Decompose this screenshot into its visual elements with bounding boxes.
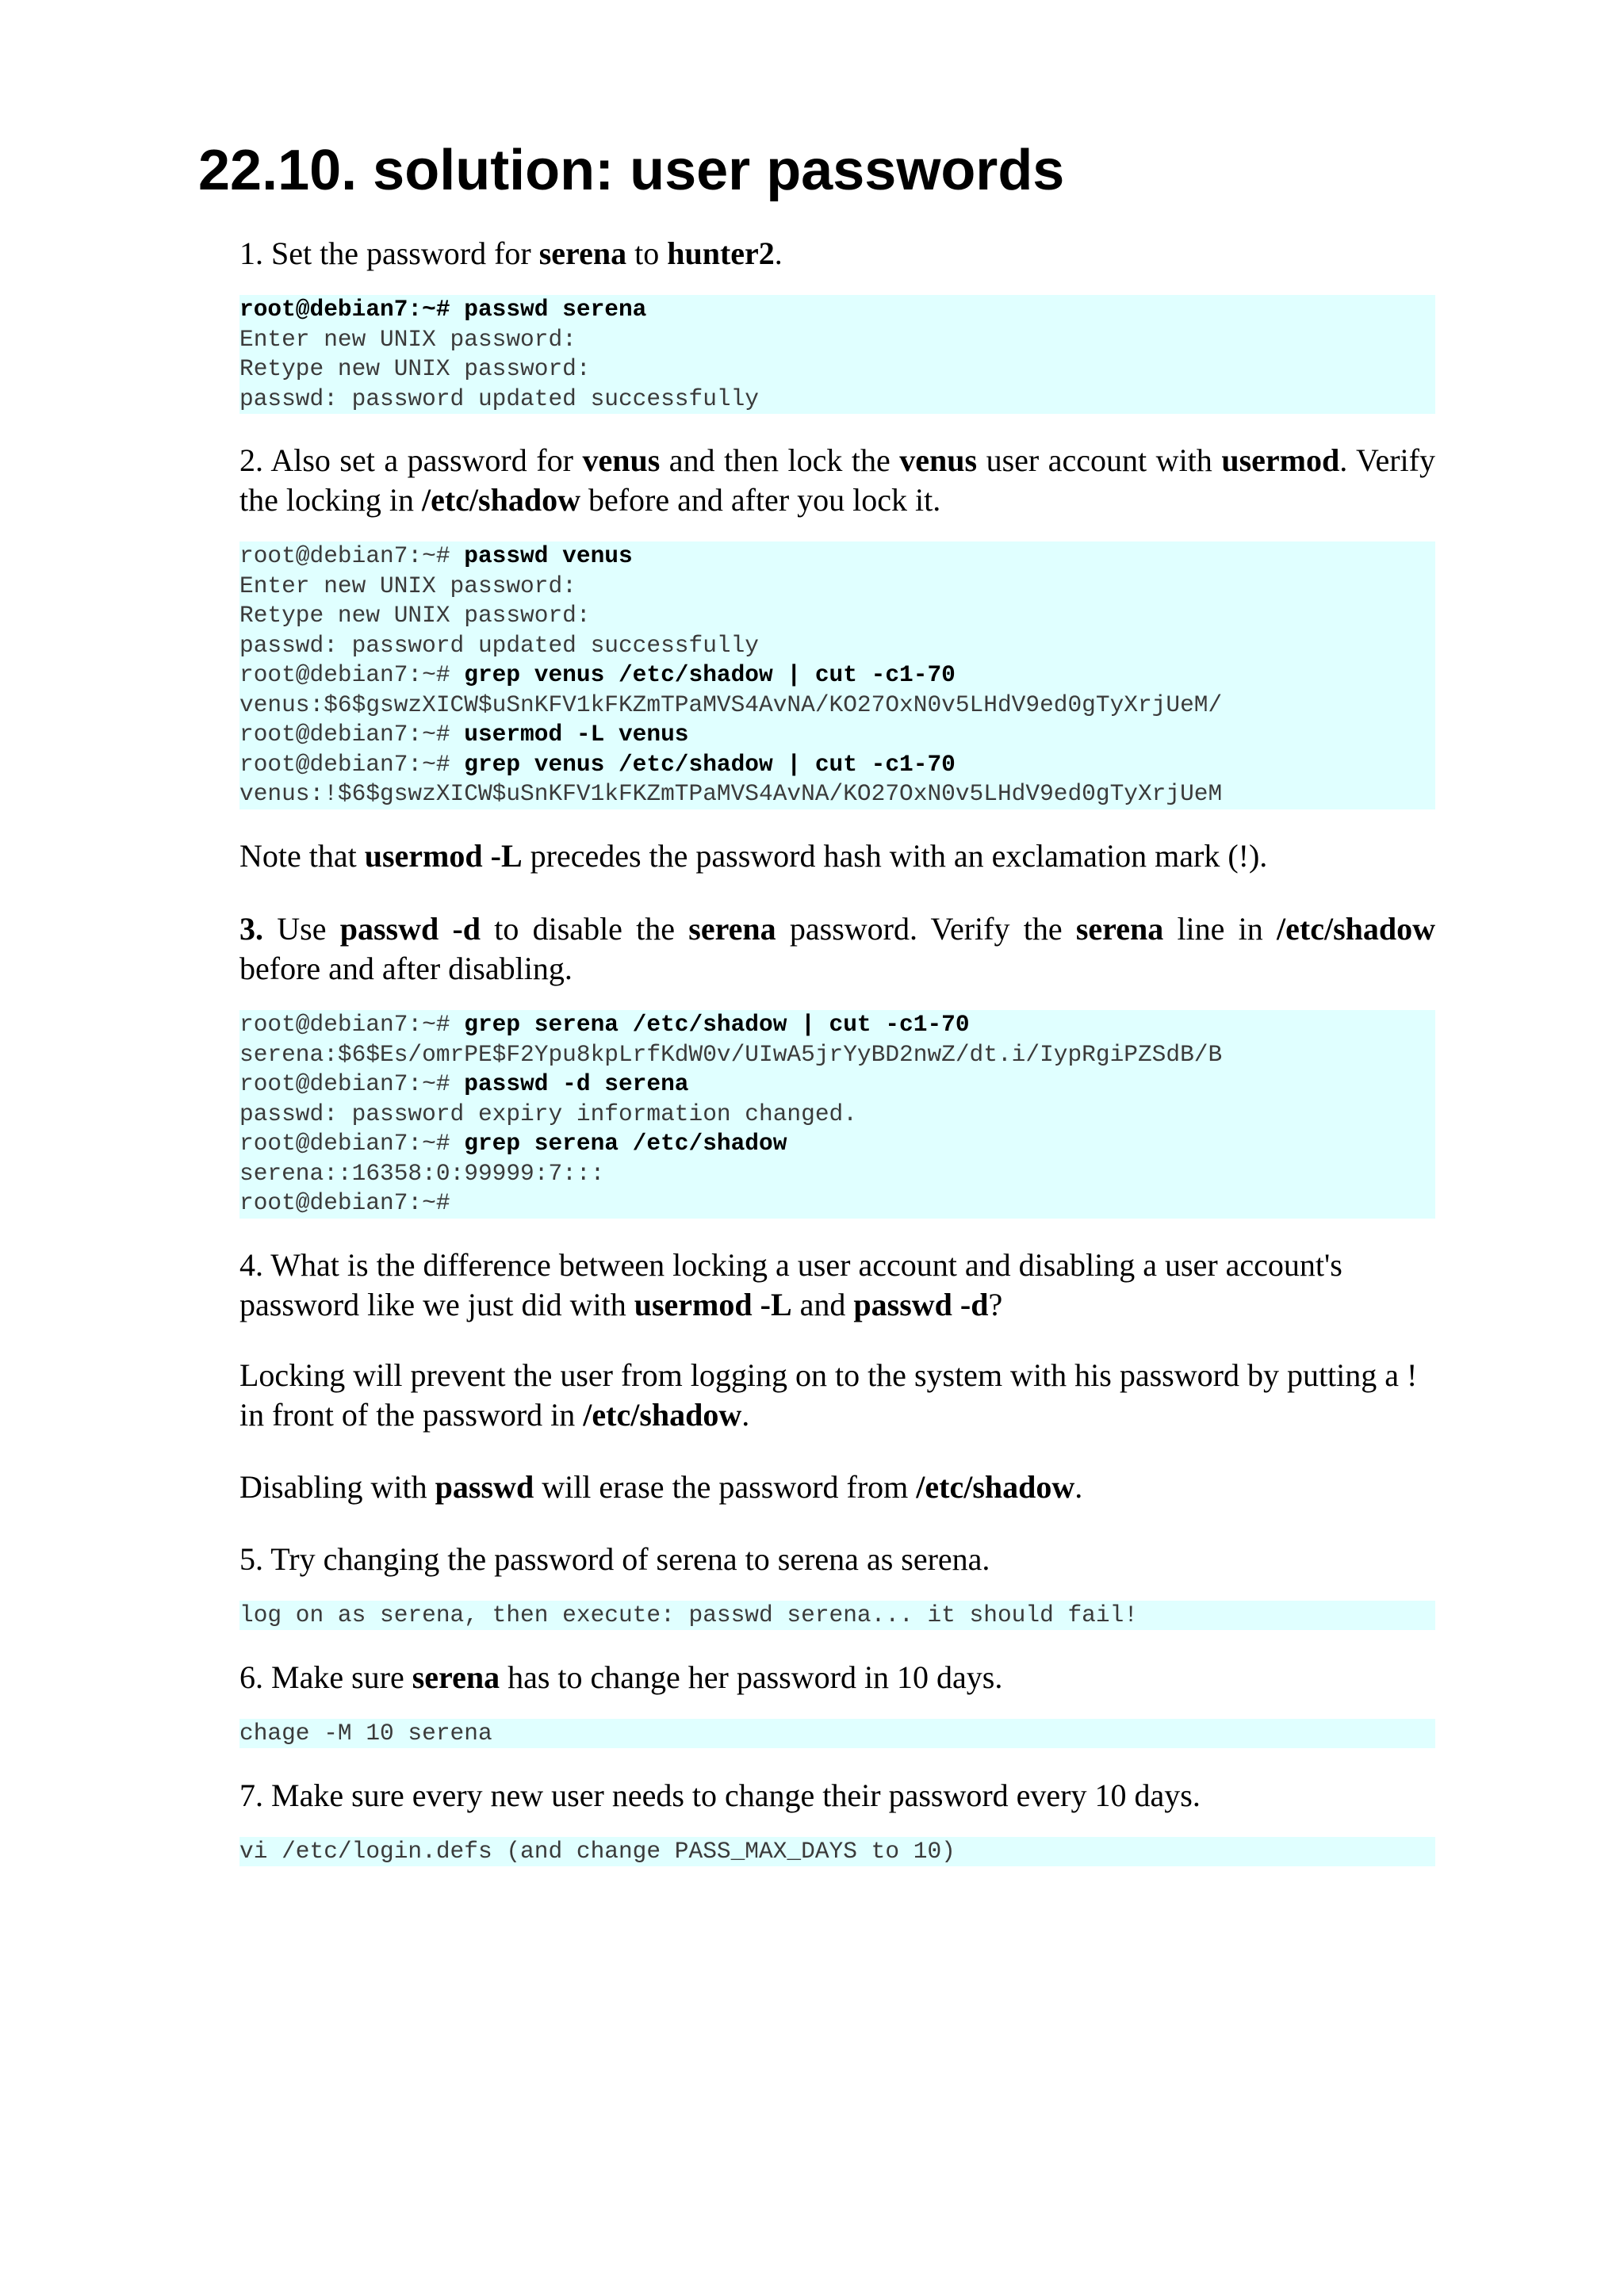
code-line: Enter new UNIX password: (239, 325, 576, 353)
code-block-2 (239, 541, 1435, 809)
text: Note that (239, 838, 365, 874)
code-line: passwd: password updated successfully (239, 385, 760, 412)
question-5 (239, 1540, 1435, 1579)
text: precedes the password hash with an exclamation mark (!). (522, 838, 1268, 874)
bold-text: usermod -L (634, 1287, 792, 1322)
code-line: Retype new UNIX password: (239, 355, 591, 382)
bold-text: 3. (239, 911, 263, 947)
content (239, 234, 1435, 1866)
bold-text: usermod (1221, 442, 1340, 478)
bold-text: serena (538, 235, 627, 271)
bold-text: passwd (435, 1469, 534, 1505)
prompt: root@debian7:~# (239, 542, 465, 569)
code-line (239, 660, 1435, 691)
question-4 (239, 1246, 1435, 1325)
code-block-3 (239, 1010, 1435, 1219)
text: 5. Try changing the password of serena to serena as serena. (239, 1541, 990, 1577)
code-line: passwd: password updated successfully (239, 631, 760, 659)
code-block-5 (239, 1601, 1435, 1630)
text: 1. Set the password for (239, 235, 539, 271)
text: 6. Make sure (239, 1659, 412, 1695)
bold-text: serena (412, 1659, 500, 1695)
bold-text: /etc/shadow (916, 1469, 1075, 1505)
question-6 (239, 1658, 1435, 1697)
command: passwd serena (464, 296, 647, 323)
text: and (791, 1287, 854, 1322)
command: grep serena /etc/shadow (464, 1130, 787, 1157)
bold-text: passwd -d (339, 911, 481, 947)
prompt: root@debian7:~# (239, 1011, 465, 1038)
code-line: Retype new UNIX password: (239, 602, 591, 629)
code-line (239, 1070, 1435, 1100)
command: passwd venus (464, 542, 633, 569)
prompt: root@debian7:~# (239, 721, 465, 748)
text: Use (263, 911, 340, 947)
answer-4-disabling (239, 1468, 1435, 1507)
bold-text: usermod -L (364, 838, 523, 874)
code-line (239, 541, 1435, 572)
bold-text: passwd -d (853, 1287, 989, 1322)
text: user account with (977, 442, 1222, 478)
code-line: chage -M 10 serena (239, 1720, 492, 1747)
text: will erase the password from (534, 1469, 917, 1505)
question-1 (239, 234, 1435, 274)
text: Disabling with (239, 1469, 435, 1505)
text: 7. Make sure every new user needs to change their password every 10 days. (239, 1777, 1201, 1813)
code-line: venus:!$6$gswzXICW$uSnKFV1kFKZmTPaMVS4AvNA/KO27OxN0v5LHdV9ed0gTyXrjUeM (239, 780, 1223, 807)
code-line (239, 1129, 1435, 1159)
text: to disable the (481, 911, 689, 947)
code-line: root@debian7:~# (239, 1189, 450, 1216)
code-block-7 (239, 1837, 1435, 1866)
command: usermod -L venus (464, 721, 689, 748)
code-block-1 (239, 295, 1435, 414)
bold-text: /etc/shadow (421, 482, 580, 518)
text: ? (988, 1287, 1003, 1322)
bold-text: serena (688, 911, 776, 947)
text: line in (1163, 911, 1277, 947)
command: passwd -d serena (464, 1070, 689, 1097)
text: Locking will prevent the user from logging on to the system with his password by putting a ! in front of the password in (239, 1357, 1418, 1433)
code-line: serena::16358:0:99999:7::: (239, 1159, 605, 1187)
bold-text: venus (899, 442, 978, 478)
code-line: passwd: password expiry information changed. (239, 1100, 857, 1127)
text: before and after you lock it. (580, 482, 941, 518)
bold-text: /etc/shadow (583, 1397, 742, 1433)
text: 2. Also set a password for (239, 442, 583, 478)
note-usermod (239, 836, 1435, 876)
code-line: log on as serena, then execute: passwd serena... it should fail! (239, 1601, 1138, 1628)
command: grep venus /etc/shadow | cut -c1-70 (464, 661, 956, 688)
text: password. Verify the (776, 911, 1076, 947)
text: to (626, 235, 668, 271)
code-line (239, 750, 1435, 780)
prompt: root@debian7:~# (239, 1070, 465, 1097)
code-line: Enter new UNIX password: (239, 572, 576, 599)
text: . (774, 235, 783, 271)
code-line: vi /etc/login.defs (and change PASS_MAX_DAYS to 10) (239, 1838, 956, 1865)
question-2 (239, 441, 1435, 520)
question-7 (239, 1776, 1435, 1816)
prompt: root@debian7:~# (239, 1130, 465, 1157)
code-line (239, 720, 1435, 750)
prompt: root@debian7:~# (239, 296, 465, 323)
text: 4. What is the difference between locking a user account and disabling a user account's password like we just did with (239, 1247, 1342, 1322)
question-3 (239, 909, 1435, 989)
bold-text: /etc/shadow (1277, 911, 1436, 947)
code-line (239, 1010, 1435, 1040)
text: . (1074, 1469, 1083, 1505)
text: . Verify the locking in (239, 442, 1435, 518)
text: before and after disabling. (239, 951, 573, 986)
bold-text: hunter2 (667, 235, 775, 271)
text: and then lock the (660, 442, 900, 478)
code-line: serena:$6$Es/omrPE$F2Ypu8kpLrfKdW0v/UIwA5jrYyBD2nwZ/dt.i/IypRgiPZSdB/B (239, 1040, 1223, 1068)
bold-text: serena (1075, 911, 1164, 947)
code-line: venus:$6$gswzXICW$uSnKFV1kFKZmTPaMVS4AvNA/KO27OxN0v5LHdV9ed0gTyXrjUeM/ (239, 691, 1223, 718)
code-block-6 (239, 1719, 1435, 1748)
prompt: root@debian7:~# (239, 750, 465, 778)
command: grep serena /etc/shadow | cut -c1-70 (464, 1011, 970, 1038)
page-title: 22.10. solution: user passwords (198, 139, 1065, 202)
code-line (239, 295, 1435, 325)
command: grep venus /etc/shadow | cut -c1-70 (464, 750, 956, 778)
text: . (741, 1397, 750, 1433)
bold-text: venus (582, 442, 661, 478)
prompt: root@debian7:~# (239, 661, 465, 688)
answer-4-locking (239, 1356, 1435, 1435)
text: has to change her password in 10 days. (500, 1659, 1003, 1695)
